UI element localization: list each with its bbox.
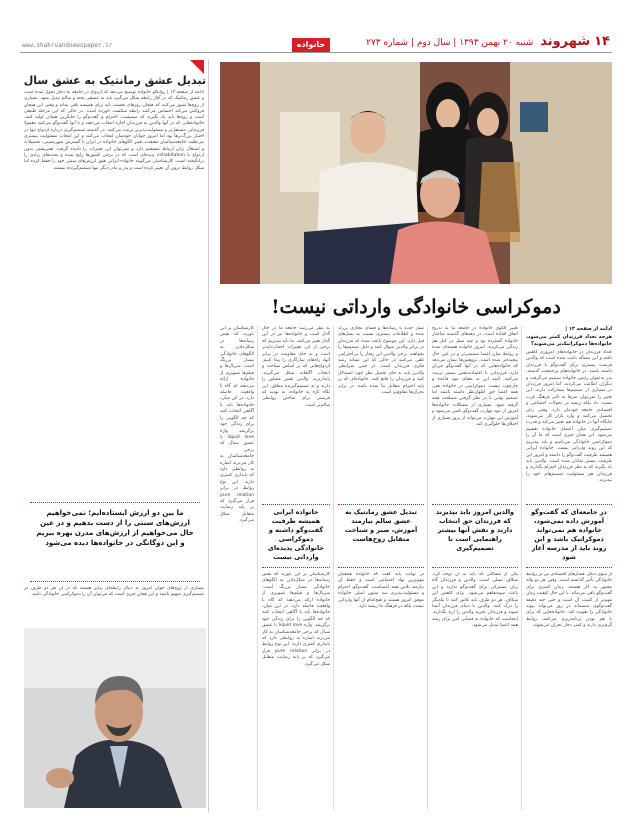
sidebar-body-tail: بسیاری از زوج‌های جوان امروز به دنبال رابطه‌ای برابر هستند که در آن هر دو طرف در تصمیم‌گیری سهیم باشند و این همان چیزی است که می‌توان آن را دموکراسی خانوادگی نامید. [24,586,204,598]
family-photo [220,62,612,284]
corner-accent [190,60,204,74]
section-tag: خانواده [292,38,330,52]
body-column-5: کارشناسان بر این باورند که نقش رسانه‌ها در شکل‌دادن به الگوهای خانوادگی بسیار پررنگ است. سریال‌ها و فیلم‌ها تصویری از خانواده ارائه می‌دهند که گاه با واقعیت فاصله دارد. در این میان، خانواده‌ها باید با آگاهی انتخاب کنند که چه الگویی را برای زندگی خود برگزینند. واژه liquid love یا عشق سیال که برخی جامعه‌شناسان به کار می‌برند اشاره به روابطی دارد که پایداری کمتری دارند. این نوع روابط در برابر pure relation قرار می‌گیرد که بر پایه رضایت متقابل شکل می‌گیرد. [220,326,254,524]
intro-question: هرچه تعداد فرزندان کمتر می‌شود، خانواده‌ها دموکراتیک‌تر می‌شوند؟ [526,334,612,347]
brand-name: شهروند [540,34,591,49]
column-rule [427,326,428,810]
sidebar-body: ادامه از صفحه ۱۳ | روانکاو خانواده توضیح می‌دهد که ازدواج در جامعه ما دچار تحول شده است و عشق رمانتیک که در آغاز رابطه شکل می‌گیرد باید به عشقی پخته و سالم تبدیل شود. بسیاری از زوج‌ها تصور می‌کنند که هیجان روزهای نخست باید برای همیشه باقی بماند و وقتی این هیجان فروکش می‌کند احساس می‌کنند رابطه شکست خورده است. در حالی که این مرحله طبیعی است و زوج‌ها باید یاد بگیرند که صمیمیت، احترام و گفت‌وگو را جایگزین هیجان اولیه کنند. خانواده‌هایی که در آنها والدین به فرزندان اجازه انتخاب می‌دهند و با آنها گفت‌وگو می‌کنند معمولا فرزندانی مستقل‌تر و مسئولیت‌پذیرتر تربیت می‌کنند. در گذشته تصمیم‌گیری درباره ازدواج تنها در اختیار بزرگ‌ترها بود اما امروز جوانان خودشان انتخاب می‌کنند و این انتخاب مسئولیت بیشتری می‌طلبد. جامعه‌شناسان معتقدند تغییر الگوهای خانواده در ایران با گسترش شهرنشینی، تحصیلات و اشتغال زنان ارتباط مستقیم دارد و نمی‌توان این تغییرات را نادیده گرفت. همزیستی بدون ازدواج یا cohabitation پدیده‌ای است که در برخی کشورها رایج شده و بحث‌های زیادی را برانگیخته است. کارشناسان می‌گویند خانواده ایرانی هنوز ارزش‌های سنتی خود را حفظ کرده اما شکل روابط درون آن تغییر کرده است و پدر و مادر دیگر تنها تصمیم‌گیرنده نیستند. [24,90,204,171]
body-column-1b: از سوی دیگر، فشارهای اقتصادی نیز بر روابط خانوادگی تأثیر گذاشته است. وقتی هر دو والد مجبور به کار هستند، زمان کمتری برای گفت‌وگو باقی می‌ماند. با این حال کیفیت زمان مهم‌تر از کمیت آن است و حتی چند دقیقه گفت‌وگوی صمیمانه در روز می‌تواند پیوند خانوادگی را تقویت کند. خانواده‌هایی که برای با هم بودن برنامه‌ریزی می‌کنند، روابط گرم‌تری دارند و کمتر دچار بحران می‌شوند. [526,572,612,629]
pull-quote-1: در جامعه‌ای که گفت‌وگو آموزش داده نمی‌شود، خانواده هم نمی‌تواند دموکراتیک باشد و این روند باید از مدرسه آغاز شود [531,508,607,561]
column-rule [257,326,258,810]
page-number: ۱۴ [594,34,610,49]
intro-label: ادامه از صفحه ۱۳ | [565,326,612,332]
header-rule [20,52,612,53]
sidebar-quote: ما بین دو ارزش ایستاده‌ایم؛ نمی‌خواهیم ارزش‌های سنتی را از دست بدهیم و در عین حال می‌خواهیم از ارزش‌های مدرن بهره ببریم و این دوگانگی در خانواده‌ها دیده می‌شود [36,509,194,547]
body-column-1: تعداد فرزندان در خانواده‌های امروزی کاهش یافته و این مسأله باعث شده است که والدین فرصت بیشتری برای گفت‌وگو با فرزندان داشته باشند. در خانواده‌های پرجمعیت گذشته، پدر به‌عنوان رئیس خانواده تصمیم می‌گرفت و دیگران اطاعت می‌کردند. اما امروز فرزندان در بسیاری از تصمیم‌ها مشارکت دارند. این تغییر را نمی‌توان صرفا به تاثیر فرهنگ غرب نسبت داد بلکه ریشه در تحولات اجتماعی و اقتصادی جامعه خودمان دارد. وقتی زنان تحصیل می‌کنند و وارد بازار کار می‌شوند، جایگاه آنها در خانواده هم تغییر می‌کند و قدرت تصمیم‌گیری میان اعضای خانواده تقسیم می‌شود. این همان چیزی است که ما آن را دموکراسی خانوادگی می‌نامیم و باید بپذیریم که این روند وارداتی نیست. خانواده ایرانی همیشه ظرفیت گفت‌وگو را داشته و امروز این ظرفیت بیشتر نمایان شده است. والدین باید یاد بگیرند که به نظر فرزندان احترام بگذارند و فرزندان هم مسئولیت تصمیم‌های خود را بپذیرند. [526,350,612,484]
column-rule [521,326,522,810]
pull-quote-4: خانواده ایرانی همیشه ظرفیت گفت‌وگو داشته و دموکراسی خانوادگی پدیده‌ای وارداتی نیست [267,508,325,561]
expert-portrait-photo [24,628,206,808]
issue-info: شنبه ۲۰ بهمن ۱۳۹۳ | سال دوم | شماره ۲۷۳ [366,38,534,48]
website-url: www.shahrvandnewspaper.ir [22,42,113,49]
pull-quote-2: والدین امروز باید بپذیرند که فرزندان حق انتخاب دارند و نقش آنها بیشتر راهنمایی است تا تصمیم‌گیری [435,508,515,552]
sidebar-title: تبدیل عشق رمانتیک به عشق سال [23,74,206,87]
body-column-3b: در نهایت باید گفت که خانواده همچنان مهم‌ترین نهاد اجتماعی است و حفظ آن نیازمند تلاش همه اعضاست. گفت‌وگو، احترام و مسئولیت‌پذیری سه ستون اصلی خانواده موفق امروز هستند و هیچ‌کدام از آنها وارداتی نیست بلکه در فرهنگ ما ریشه دارد. [338,572,424,610]
column-rule [333,326,334,810]
body-column-4: به نظر می‌رسد جامعه ما در حال گذار است و خانواده‌ها نیز در این گذار تغییر می‌کنند. ما باید بپذیریم که برخی از این تغییرات اجتناب‌ناپذیر است و به جای مقاومت در برابر آنها، راه‌های سازگاری را پیدا کنیم. ازدواج‌هایی که بر اساس شناخت و انتخاب آگاهانه شکل می‌گیرند، پایدارترند. والدین نقش مشاور را دارند و نه تصمیم‌گیرنده مطلق. این نگاه تازه به خانواده، نه تهدید که فرصتی برای ساختن روابطی سالم‌تر است. [262,326,330,408]
body-column-2: تغییر الگوی خانواده در جامعه ما به تدریج اتفاق افتاده است. در دهه‌های گذشته ساختار خانواده گسترده بود و چند نسل در کنار هم زندگی می‌کردند. امروز خانواده هسته‌ای شده و روابط میان اعضا صمیمی‌تر و در عین حال پیچیده‌تر شده است. پژوهش‌ها نشان می‌دهد که خانواده‌هایی که در آنها گفت‌وگو جریان دارد، فرزندانی با اعتمادبه‌نفس بیشتر تربیت می‌کنند. البته این به معنای نبود قاعده و چارچوب نیست. دموکراسی در خانواده یعنی همه اعضا حق اظهارنظر داشته باشند اما تصمیم نهایی با در نظر گرفتن مصلحت همه گرفته شود. بسیاری از مشکلات خانواده‌ها امروز از نبود مهارت گفت‌وگو ناشی می‌شود و آموزش این مهارت می‌تواند از بروز بسیاری از اختلاف‌ها جلوگیری کند. [432,326,518,428]
body-column-2b: یکی از مسائلی که باید به آن توجه کرد، شکاف نسلی است. والدین و فرزندان گاه زبان مشترکی برای گفت‌وگو ندارند و این باعث سوءتفاهم می‌شود. برای کاهش این شکاف، هر دو طرف باید تلاش کنند تا یکدیگر را درک کنند. والدین با دنیای فرزندان آشنا شوند و فرزندان تجربه والدین را ارج بگذارند. اینجاست که خانواده به فضایی امن برای رشد همه اعضا تبدیل می‌شود. [432,572,518,629]
masthead [366,34,610,49]
family-photo-illustration [220,62,612,284]
main-headline: دموکراسی خانوادگی وارداتی نیست! [271,296,561,318]
portrait-illustration [24,628,206,808]
body-column-3: نسل جدید با رسانه‌ها و فضای مجازی بزرگ شده و اطلاعات بیشتری نسبت به نسل‌های قبل دارد. این موضوع باعث شده که فرزندان در برابر والدین سوال کنند و دلیل تصمیم‌ها را بخواهند. برخی والدین این رفتار را بی‌احترامی تلقی می‌کنند در حالی که این نشانه رشد فکری فرزندان است. در چنین شرایطی والدین باید به جای تحمیل نظر خود، استدلال کنند و فرزندان را قانع کنند. خانواده‌ای که بر پایه احترام متقابل بنا شده باشد، در برابر بحران‌ها مقاوم‌تر است. [338,326,424,396]
pull-quote-3: تبدیل عشق رمانتیک به عشق سالم نیازمند آموزش، صبر و شناخت متقابل زوج‌هاست [344,508,418,543]
body-column-4b: کارشناسان بر این باورند که نقش رسانه‌ها در شکل‌دادن به الگوهای خانوادگی بسیار پررنگ است. سریال‌ها و فیلم‌ها تصویری از خانواده ارائه می‌دهند که گاه با واقعیت فاصله دارد. در این میان، خانواده‌ها باید با آگاهی انتخاب کنند که چه الگویی را برای زندگی خود برگزینند. واژه liquid love یا عشق سیال که برخی جامعه‌شناسان به کار می‌برند اشاره به روابطی دارد که پایداری کمتری دارند. این نوع روابط در برابر pure relation قرار می‌گیرد که بر پایه رضایت متقابل شکل می‌گیرد. [262,572,330,667]
